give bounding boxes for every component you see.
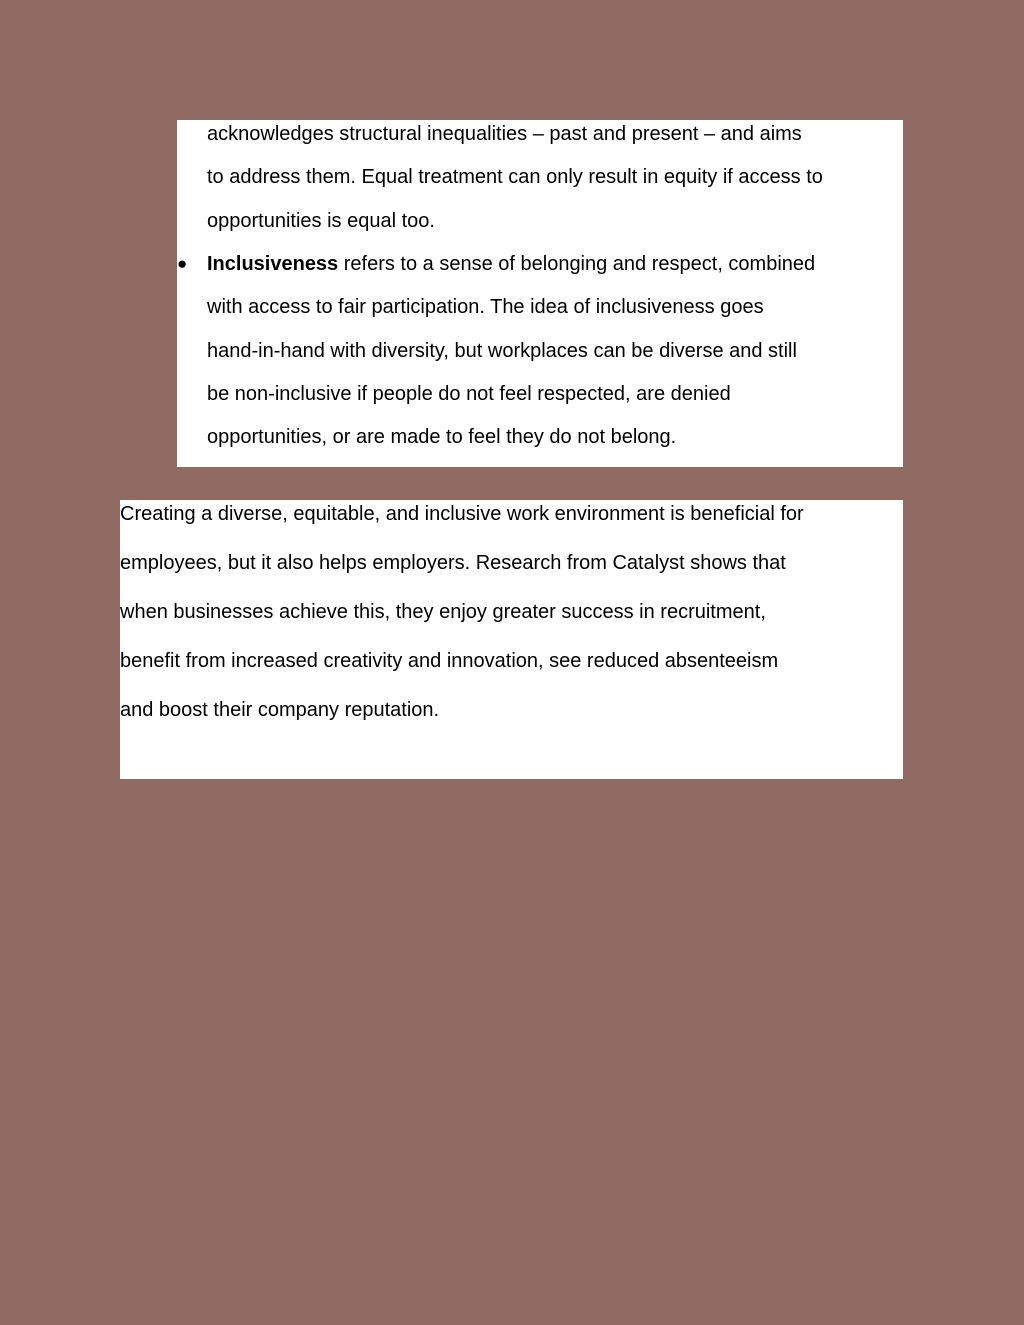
inclusiveness-line-5: opportunities, or are made to feel they do not belong. bbox=[207, 426, 677, 448]
equity-text-line-1: acknowledges structural inequalities – past and present – and aims bbox=[207, 123, 802, 145]
paragraph-line-2: employees, but it also helps employers. Research from Catalyst shows that bbox=[120, 552, 786, 574]
inclusiveness-line-2: with access to fair participation. The idea of inclusiveness goes bbox=[207, 296, 764, 318]
inclusiveness-line-1-rest: refers to a sense of belonging and respect, combined bbox=[338, 253, 816, 275]
equity-text-line-2: to address them. Equal treatment can only result in equity if access to bbox=[207, 166, 823, 188]
paragraph-line-1: Creating a diverse, equitable, and inclusive work environment is beneficial for bbox=[120, 503, 804, 525]
paragraph-line-3: when businesses achieve this, they enjoy greater success in recruitment, bbox=[120, 601, 766, 623]
inclusiveness-term: Inclusiveness bbox=[207, 253, 339, 275]
inclusiveness-line-3: hand-in-hand with diversity, but workplaces can be diverse and still bbox=[207, 340, 797, 362]
bullet-icon: ● bbox=[177, 254, 188, 273]
inclusiveness-line-1 bbox=[207, 252, 815, 276]
equity-text-line-3: opportunities is equal too. bbox=[207, 210, 435, 232]
paragraph-line-4: benefit from increased creativity and innovation, see reduced absenteeism bbox=[120, 650, 779, 672]
definition-list-block bbox=[177, 120, 903, 467]
inclusiveness-line-4: be non-inclusive if people do not feel respected, are denied bbox=[207, 383, 731, 405]
paragraph-line-5: and boost their company reputation. bbox=[120, 699, 440, 721]
benefits-paragraph bbox=[120, 500, 903, 779]
